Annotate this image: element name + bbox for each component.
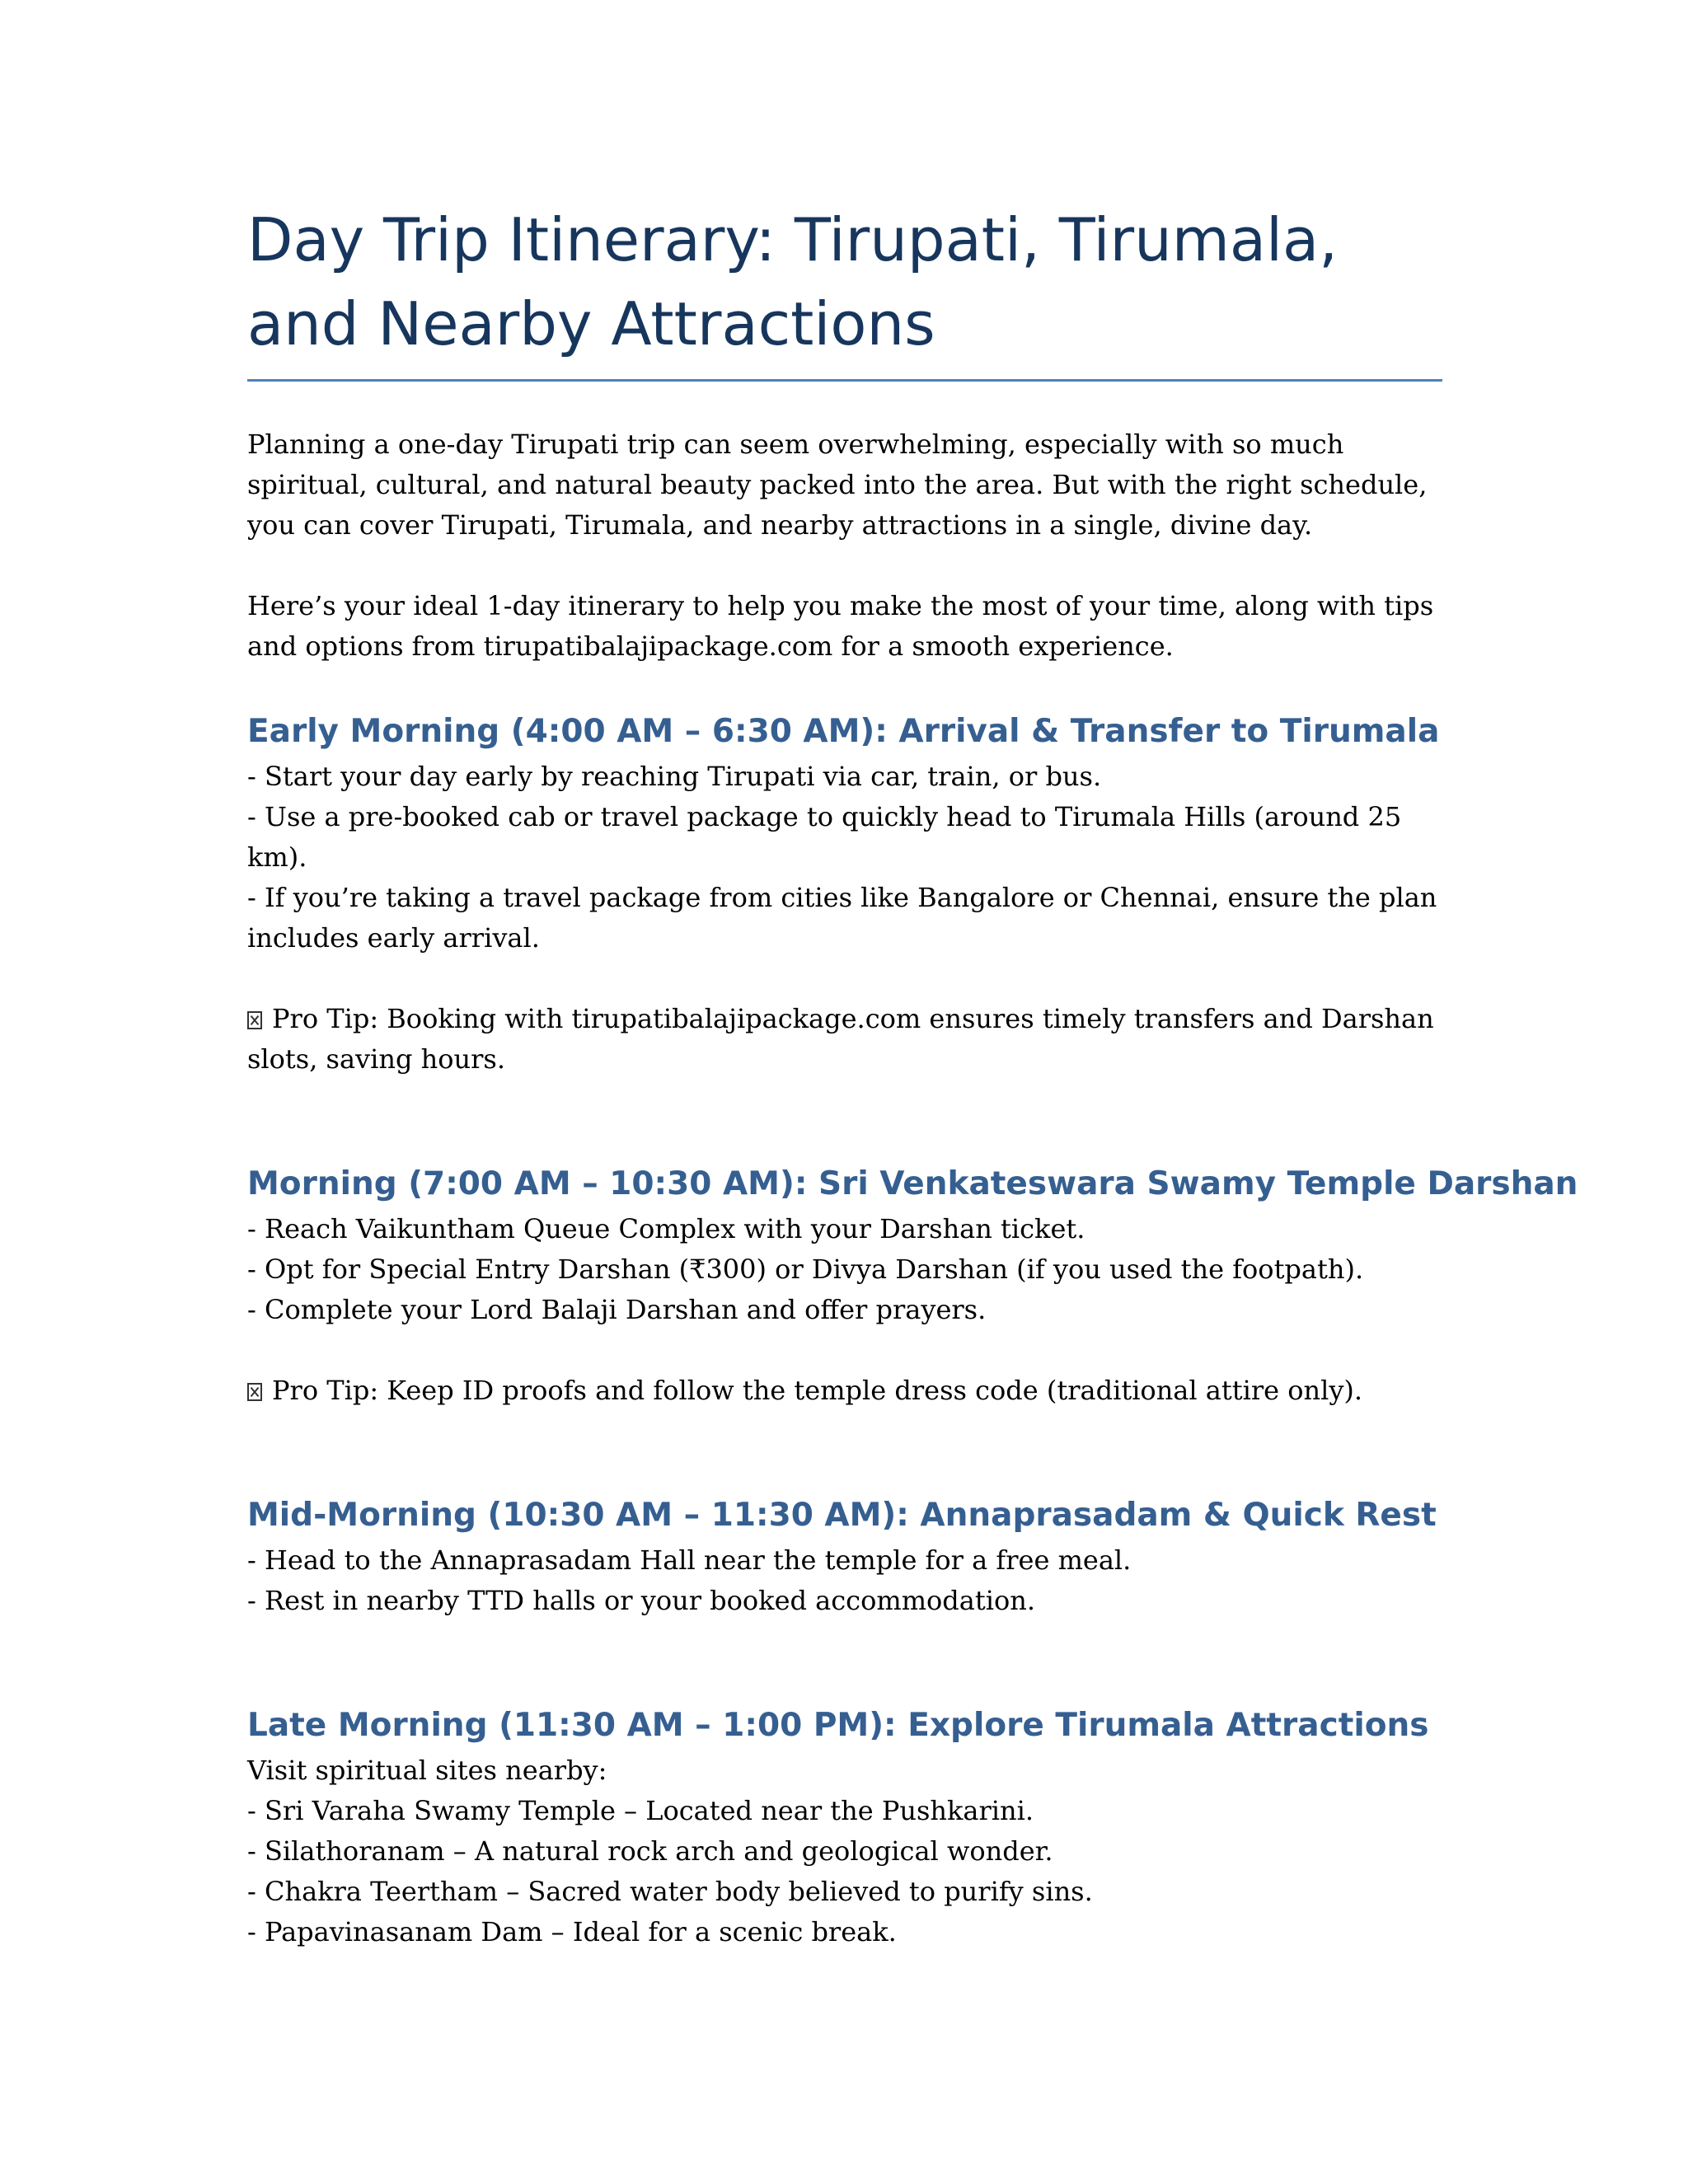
list-item: - Reach Vaikuntham Queue Complex with your Darshan ticket.: [247, 1213, 1085, 1244]
missing-glyph-icon: [247, 1383, 262, 1401]
list-item: - Sri Varaha Swamy Temple – Located near the Pushkarini.: [247, 1795, 1034, 1826]
section-late-morning: [247, 1701, 1442, 1952]
list-item: Visit spiritual sites nearby:: [247, 1755, 607, 1786]
section-heading: Early Morning (4:00 AM – 6:30 AM): Arrival & Transfer to Tirumala: [247, 713, 1440, 750]
list-item: - Opt for Special Entry Darshan (₹300) or Divya Darshan (if you used the footpath).: [247, 1254, 1364, 1285]
document-page: [247, 198, 1578, 1952]
pro-tip: [247, 1371, 1442, 1411]
list-item: - Start your day early by reaching Tirupati via car, train, or bus.: [247, 761, 1102, 792]
section-early-morning: [247, 707, 1442, 1080]
list-item: - Papavinasanam Dam – Ideal for a scenic break.: [247, 1916, 897, 1947]
missing-glyph-icon: [247, 1011, 262, 1029]
section-mid-morning: [247, 1491, 1442, 1621]
pro-tip-text: Pro Tip: Keep ID proofs and follow the temple dress code (traditional attire only).: [272, 1375, 1363, 1406]
pro-tip-text: Pro Tip: Booking with tirupatibalajipackage.com ensures timely transfers and Darshan slots, saving hours.: [247, 1003, 1434, 1075]
list-item: - Head to the Annaprasadam Hall near the temple for a free meal.: [247, 1544, 1132, 1576]
list-item: - Silathoranam – A natural rock arch and geological wonder.: [247, 1835, 1053, 1867]
section-heading: Mid-Morning (10:30 AM – 11:30 AM): Annaprasadam & Quick Rest: [247, 1497, 1437, 1534]
document-title: Day Trip Itinerary: Tirupati, Tirumala, and Nearby Attractions: [247, 205, 1338, 359]
list-item: - Chakra Teertham – Sacred water body believed to purify sins.: [247, 1876, 1093, 1907]
list-item: - Use a pre-booked cab or travel package to quickly head to Tirumala Hills (around 25 km).: [247, 801, 1402, 873]
intro-paragraph-1: Planning a one-day Tirupati trip can seem overwhelming, especially with so much spiritual, cultural, and natural beauty packed into the area. But with the right schedule, you can cover Tirupati, Tirumala, and nearby attractions in a single, divine day.: [247, 429, 1428, 541]
intro-paragraph-2: Here’s your ideal 1-day itinerary to help you make the most of your time, along with tips and options from tirupatibalajipackage.com for a smooth experience.: [247, 590, 1434, 662]
list-item: - If you’re taking a travel package from cities like Bangalore or Chennai, ensure the plan includes early arrival.: [247, 882, 1437, 954]
section-morning: [247, 1160, 1578, 1411]
list-item: - Complete your Lord Balaji Darshan and offer prayers.: [247, 1294, 987, 1325]
pro-tip: [247, 999, 1442, 1080]
title-underline: [247, 379, 1442, 382]
section-heading: Morning (7:00 AM – 10:30 AM): Sri Venkateswara Swamy Temple Darshan: [247, 1165, 1578, 1202]
list-item: - Rest in nearby TTD halls or your booked accommodation.: [247, 1585, 1035, 1616]
section-heading: Late Morning (11:30 AM – 1:00 PM): Explore Tirumala Attractions: [247, 1707, 1429, 1744]
